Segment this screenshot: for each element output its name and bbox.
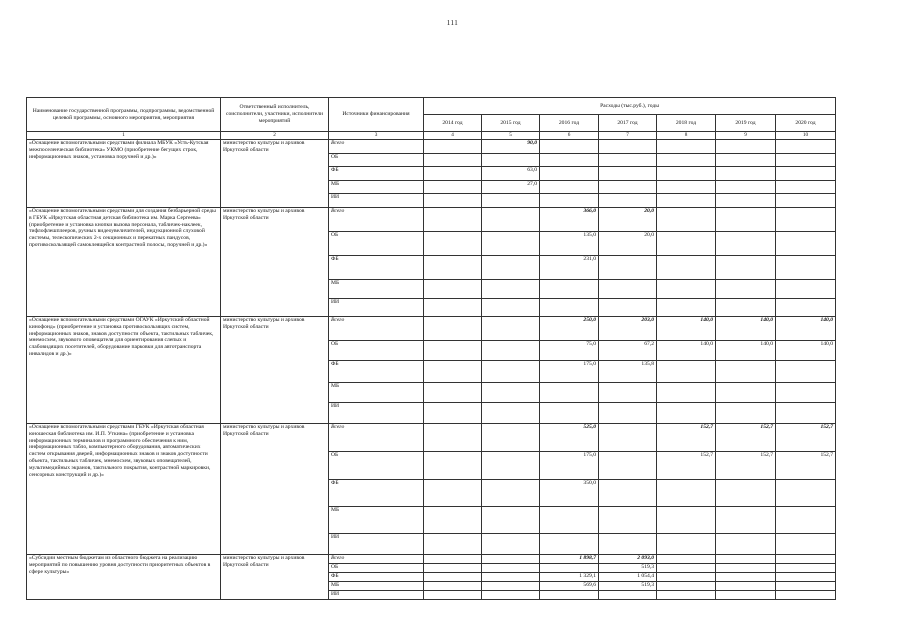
expense-value <box>657 582 716 591</box>
expense-value <box>657 361 716 383</box>
expense-value <box>657 280 716 299</box>
expense-value <box>482 361 540 383</box>
header-row-top <box>27 98 836 115</box>
expense-value <box>424 280 482 299</box>
expense-value <box>776 280 836 299</box>
expense-value <box>716 280 776 299</box>
expense-value: 152,7 <box>776 424 836 452</box>
responsible-executor: министерство культуры и архивов Иркутской области <box>221 317 329 424</box>
expense-value <box>424 480 482 507</box>
expense-value: 1 329,1 <box>540 573 599 582</box>
expense-value <box>540 591 599 600</box>
expense-value <box>482 480 540 507</box>
expense-value <box>776 383 836 403</box>
expense-value <box>482 582 540 591</box>
expense-value: 2 093,0 <box>599 555 657 564</box>
header-year: 2016 год <box>540 115 599 132</box>
page-number: 111 <box>446 19 459 27</box>
responsible-executor: министерство культуры и архивов Иркутской области <box>221 140 329 208</box>
expense-value: 175,0 <box>540 361 599 383</box>
header-year: 2015 год <box>482 115 540 132</box>
expense-value <box>776 167 836 181</box>
expense-value <box>424 534 482 555</box>
expense-value <box>657 403 716 424</box>
table-row <box>27 555 836 564</box>
funding-source: ОБ <box>329 154 424 167</box>
expense-value: 27,0 <box>482 181 540 194</box>
funding-source: ОБ <box>329 232 424 256</box>
funding-source: ИИ <box>329 299 424 317</box>
expense-value <box>599 452 657 480</box>
expense-value <box>482 341 540 361</box>
expense-value <box>716 582 776 591</box>
expense-value: 67,2 <box>599 341 657 361</box>
expense-value <box>599 154 657 167</box>
expense-value <box>424 573 482 582</box>
expense-value <box>540 534 599 555</box>
expense-value <box>657 140 716 154</box>
expense-value <box>424 299 482 317</box>
expense-value <box>599 299 657 317</box>
funding-source: ИИ <box>329 591 424 600</box>
header-expenses: Расходы (тыс.руб.), годы <box>424 98 836 115</box>
expense-value <box>657 194 716 208</box>
expense-value <box>482 424 540 452</box>
funding-source: МБ <box>329 507 424 534</box>
expense-value <box>540 167 599 181</box>
expense-value <box>424 555 482 564</box>
header-index-row <box>27 132 836 140</box>
expense-value <box>776 591 836 600</box>
header-year: 2019 год <box>716 115 776 132</box>
financing-table <box>26 97 836 600</box>
expense-value <box>482 403 540 424</box>
expense-value <box>776 507 836 534</box>
funding-source: МБ <box>329 582 424 591</box>
funding-source: ФБ <box>329 361 424 383</box>
expense-value <box>482 591 540 600</box>
expense-value <box>716 256 776 280</box>
expense-value <box>424 194 482 208</box>
expense-value: 140,0 <box>776 341 836 361</box>
expense-value <box>716 140 776 154</box>
expense-value <box>540 280 599 299</box>
expense-value <box>716 480 776 507</box>
expense-value <box>599 403 657 424</box>
funding-source: ФБ <box>329 573 424 582</box>
expense-value <box>482 452 540 480</box>
table-row <box>27 140 836 154</box>
header-year: 2020 год <box>776 115 836 132</box>
expense-value <box>424 317 482 341</box>
expense-value <box>599 424 657 452</box>
expense-value <box>657 573 716 582</box>
column-index: 3 <box>329 132 424 140</box>
expense-value: 152,7 <box>657 452 716 480</box>
expense-value <box>482 208 540 232</box>
funding-source: Всего <box>329 208 424 232</box>
expense-value <box>424 452 482 480</box>
expense-value: 20,0 <box>599 232 657 256</box>
funding-source: ОБ <box>329 564 424 573</box>
expense-value <box>540 403 599 424</box>
expense-value <box>424 341 482 361</box>
expense-value <box>424 256 482 280</box>
expense-value <box>776 232 836 256</box>
expense-value <box>599 256 657 280</box>
expense-value <box>482 194 540 208</box>
expense-value: 569,6 <box>540 582 599 591</box>
funding-source: ИИ <box>329 534 424 555</box>
expense-value <box>540 140 599 154</box>
funding-source: Всего <box>329 424 424 452</box>
expense-value <box>424 507 482 534</box>
expense-value <box>776 534 836 555</box>
header-source: Источники финансирования <box>329 98 424 132</box>
responsible-executor: министерство культуры и архивов Иркутской области <box>221 424 329 555</box>
column-index: 9 <box>716 132 776 140</box>
expense-value: 140,0 <box>657 317 716 341</box>
expense-value <box>540 383 599 403</box>
expense-value <box>776 140 836 154</box>
expense-value <box>657 591 716 600</box>
expense-value <box>716 507 776 534</box>
expense-value <box>657 534 716 555</box>
expense-value: 250,0 <box>540 317 599 341</box>
expense-value <box>776 555 836 564</box>
funding-source: Всего <box>329 140 424 154</box>
header-year: 2014 год <box>424 115 482 132</box>
expense-value <box>776 480 836 507</box>
expense-value <box>716 564 776 573</box>
expense-value <box>424 582 482 591</box>
expense-value: 525,0 <box>540 424 599 452</box>
expense-value <box>657 564 716 573</box>
expense-value <box>540 154 599 167</box>
expense-value <box>540 299 599 317</box>
funding-source: ИИ <box>329 403 424 424</box>
funding-source: Всего <box>329 317 424 341</box>
expense-value <box>716 591 776 600</box>
expense-value <box>776 256 836 280</box>
column-index: 6 <box>540 132 599 140</box>
expense-value <box>657 256 716 280</box>
expense-value <box>657 507 716 534</box>
responsible-executor: министерство культуры и архивов Иркутской области <box>221 555 329 600</box>
expense-value <box>482 534 540 555</box>
funding-source: ИИ <box>329 194 424 208</box>
expense-value <box>776 181 836 194</box>
expense-value <box>657 167 716 181</box>
expense-value <box>657 181 716 194</box>
expense-value <box>716 403 776 424</box>
expense-value <box>599 181 657 194</box>
funding-source: ФБ <box>329 167 424 181</box>
column-index: 4 <box>424 132 482 140</box>
expense-value <box>599 591 657 600</box>
expense-value <box>424 424 482 452</box>
expense-value <box>424 361 482 383</box>
expense-value <box>599 194 657 208</box>
expense-value <box>599 280 657 299</box>
table-row <box>27 424 836 452</box>
expense-value <box>482 573 540 582</box>
expense-value <box>482 154 540 167</box>
expense-value <box>657 232 716 256</box>
expense-value <box>776 194 836 208</box>
header-year: 2017 год <box>599 115 657 132</box>
expense-value <box>776 582 836 591</box>
expense-value: 63,0 <box>482 167 540 181</box>
table-row <box>27 208 836 232</box>
column-index: 1 <box>27 132 221 140</box>
funding-source: Всего <box>329 555 424 564</box>
expense-value: 1 054,4 <box>599 573 657 582</box>
measure-description: «Оснащение вспомогательными средствами ГБУК «Иркутская областная юношеская библиотека им. И.П. Уткина» (приобретение и установка информационных терминалов и программного обеспечения к ним, информационных табло, компьютерного оборудования, автоматических систем открывания дверей, информационных знаков и знаков доступности объекта, тактильных табличек, мнемосхем, звуковых оповещателей, мультимедийных экранов, тактильного покрытия, контрастной маркировки, сенсорных конструкций и др.)» <box>27 424 221 555</box>
expense-value <box>716 383 776 403</box>
funding-source: МБ <box>329 181 424 194</box>
expense-value <box>599 383 657 403</box>
expense-value <box>540 507 599 534</box>
expense-value <box>657 299 716 317</box>
expense-value <box>716 555 776 564</box>
expense-value <box>657 154 716 167</box>
expense-value <box>657 555 716 564</box>
column-index: 7 <box>599 132 657 140</box>
expense-value: 519,3 <box>599 582 657 591</box>
expense-value <box>599 140 657 154</box>
expense-value <box>482 564 540 573</box>
expense-value <box>716 534 776 555</box>
expense-value <box>776 299 836 317</box>
table-row <box>27 317 836 341</box>
expense-value <box>540 194 599 208</box>
expense-value <box>482 299 540 317</box>
expense-value <box>776 403 836 424</box>
expense-value <box>540 181 599 194</box>
expense-value: 140,0 <box>716 317 776 341</box>
expense-value <box>482 232 540 256</box>
expense-value <box>657 208 716 232</box>
expense-value <box>482 317 540 341</box>
expense-value <box>424 403 482 424</box>
measure-description: «Субсидии местным бюджетам из областного бюджета на реализацию мероприятий по повышению уровня доступности приоритетных объектов в сфере культуры» <box>27 555 221 600</box>
header-name: Наименование государственной программы, подпрограммы, ведомственной целевой программы, основного мероприятия, мероприятия <box>27 98 221 132</box>
expense-value <box>482 280 540 299</box>
expense-value <box>599 480 657 507</box>
expense-value <box>776 573 836 582</box>
expense-value: 519,3 <box>599 564 657 573</box>
expense-value: 90,0 <box>482 140 540 154</box>
expense-value <box>424 140 482 154</box>
expense-value <box>424 208 482 232</box>
funding-source: ФБ <box>329 256 424 280</box>
expense-value <box>482 555 540 564</box>
expense-value <box>599 167 657 181</box>
expense-value <box>482 256 540 280</box>
expense-value <box>776 208 836 232</box>
expense-value: 366,0 <box>540 208 599 232</box>
expense-value <box>424 167 482 181</box>
expense-value <box>716 154 776 167</box>
expense-value <box>657 480 716 507</box>
measure-description: «Оснащение вспомогательными средствами для создания безбарьерной среды в ГБУК «Иркутская областная детская библиотека им. Марка Сергеева» (приобретение и установка кнопки вызова персонала, табличек-наклеек, тифлофлешплееров, ручных видеоувеличителей, индукционной слуховой системы, телескопических 2-х секционных и перекатных пандусов, противоскользящей самоклеящейся контрастной полосы, поручней и др.)» <box>27 208 221 317</box>
expense-value <box>776 361 836 383</box>
measure-description: «Оснащение вспомогательными средствами филиала МБУК «Усть-Кутская межпоселенческая библиотека» УКМО (приобретение бегущих строк, информационных знаков, установка поручней и др.)» <box>27 140 221 208</box>
expense-value: 152,7 <box>657 424 716 452</box>
expense-value: 231,0 <box>540 256 599 280</box>
expense-value: 20,0 <box>599 208 657 232</box>
expense-value: 152,7 <box>716 424 776 452</box>
header-responsible: Ответственный исполнитель, соисполнители, участники, исполнители мероприятий <box>221 98 329 132</box>
column-index: 10 <box>776 132 836 140</box>
expense-value <box>716 573 776 582</box>
column-index: 8 <box>657 132 716 140</box>
expense-value <box>716 181 776 194</box>
expense-value <box>716 194 776 208</box>
expense-value <box>599 507 657 534</box>
expense-value <box>482 383 540 403</box>
expense-value <box>424 591 482 600</box>
expense-value <box>776 564 836 573</box>
expense-value: 135,0 <box>540 232 599 256</box>
column-index: 2 <box>221 132 329 140</box>
funding-source: МБ <box>329 383 424 403</box>
expense-value: 75,0 <box>540 341 599 361</box>
expense-value <box>424 232 482 256</box>
expense-value <box>424 154 482 167</box>
expense-value: 152,7 <box>716 452 776 480</box>
expense-value: 203,0 <box>599 317 657 341</box>
header-year: 2018 год <box>657 115 716 132</box>
expense-value <box>716 208 776 232</box>
expense-value <box>540 564 599 573</box>
expense-value: 152,7 <box>776 452 836 480</box>
expense-value <box>424 564 482 573</box>
expense-value <box>482 507 540 534</box>
expense-value: 175,0 <box>540 452 599 480</box>
expense-value <box>599 534 657 555</box>
measure-description: «Оснащение вспомогательными средствами ОГАУК «Иркутский областной кинофонд» (приобретение и установка противоскользящих систем, информационных знаков, знаков доступности объекта, тактильных табличек, мнемосхем, звукового оповещателя для ориентирования слепых и слабовидящих посетителей, оборудование парковки для автотранспорта инвалидов и др.)» <box>27 317 221 424</box>
expense-value: 140,0 <box>716 341 776 361</box>
expense-value <box>716 361 776 383</box>
responsible-executor: министерство культуры и архивов Иркутской области <box>221 208 329 317</box>
funding-source: ОБ <box>329 341 424 361</box>
expense-value <box>424 181 482 194</box>
expense-value: 140,0 <box>657 341 716 361</box>
expense-value <box>657 383 716 403</box>
expense-value <box>716 167 776 181</box>
expense-value: 135,8 <box>599 361 657 383</box>
expense-value <box>776 154 836 167</box>
expense-value: 1 898,7 <box>540 555 599 564</box>
expense-value <box>716 232 776 256</box>
column-index: 5 <box>482 132 540 140</box>
funding-source: ФБ <box>329 480 424 507</box>
funding-source: ОБ <box>329 452 424 480</box>
expense-value: 350,0 <box>540 480 599 507</box>
expense-value <box>424 383 482 403</box>
funding-source: МБ <box>329 280 424 299</box>
expense-value: 140,0 <box>776 317 836 341</box>
expense-value <box>716 299 776 317</box>
